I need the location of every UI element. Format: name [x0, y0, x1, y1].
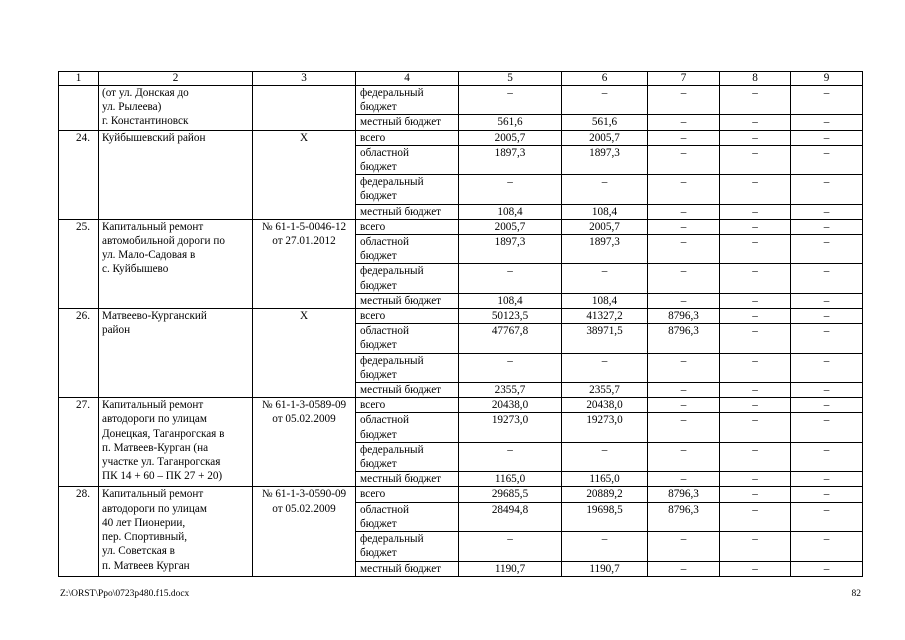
funding-source-line: федеральный	[360, 533, 424, 546]
amount-cell: –	[459, 532, 562, 561]
amount-cell: –	[648, 264, 720, 293]
funding-source	[356, 383, 459, 398]
amount-cell: 1897,3	[562, 145, 648, 174]
object-name	[99, 487, 253, 576]
amount-cell: 1897,3	[459, 145, 562, 174]
item-number: 26.	[59, 309, 99, 398]
funding-source-line: федеральный	[360, 176, 424, 189]
funding-source-line: местный бюджет	[360, 294, 442, 307]
amount-cell: –	[459, 175, 562, 204]
amount-cell: –	[720, 398, 791, 413]
object-name-line: ул. Мало-Садовая в	[102, 249, 196, 262]
amount-cell: –	[720, 264, 791, 293]
amount-cell: –	[720, 383, 791, 398]
amount-cell: –	[791, 130, 863, 145]
expertise-document	[253, 309, 356, 398]
object-name-line: 40 лет Пионерии,	[102, 516, 186, 529]
funding-source-line: областной	[360, 325, 409, 338]
funding-source	[356, 175, 459, 204]
funding-source-line: местный бюджет	[360, 473, 442, 486]
amount-cell: 2005,7	[459, 130, 562, 145]
funding-source	[356, 235, 459, 264]
funding-source	[356, 472, 459, 487]
amount-cell: –	[720, 235, 791, 264]
funding-source-line: федеральный	[360, 265, 424, 278]
amount-cell: –	[648, 175, 720, 204]
item-number: 28.	[59, 487, 99, 576]
amount-cell: 1190,7	[562, 561, 648, 576]
amount-cell: 2005,7	[459, 219, 562, 234]
funding-source-line: бюджет	[360, 190, 397, 203]
amount-cell: –	[791, 472, 863, 487]
amount-cell: –	[791, 502, 863, 531]
amount-cell: –	[459, 353, 562, 382]
amount-cell: –	[720, 115, 791, 130]
amount-cell: –	[791, 175, 863, 204]
column-number: 5	[459, 72, 562, 86]
amount-cell: 19273,0	[562, 413, 648, 442]
funding-source-line: всего	[360, 131, 386, 144]
funding-source-line: всего	[360, 399, 386, 412]
amount-cell: –	[648, 235, 720, 264]
funding-source-line: местный бюджет	[360, 562, 442, 575]
item-number: 25.	[59, 219, 99, 308]
funding-source-line: местный бюджет	[360, 116, 442, 129]
column-number: 8	[720, 72, 791, 86]
object-name-line: ул. Советская в	[102, 545, 175, 558]
amount-cell: –	[720, 561, 791, 576]
amount-cell: –	[791, 532, 863, 561]
object-name-line: автодороги по улицам	[102, 413, 207, 426]
amount-cell: –	[720, 145, 791, 174]
amount-cell: –	[562, 264, 648, 293]
amount-cell: –	[720, 532, 791, 561]
object-name	[99, 219, 253, 308]
funding-source	[356, 487, 459, 502]
amount-cell: –	[648, 204, 720, 219]
amount-cell: –	[648, 561, 720, 576]
amount-cell: –	[648, 115, 720, 130]
funding-source	[356, 309, 459, 324]
object-name-line: автодороги по улицам	[102, 502, 207, 515]
amount-cell: 28494,8	[459, 502, 562, 531]
amount-cell: –	[791, 324, 863, 353]
funding-source	[356, 86, 459, 115]
amount-cell: 108,4	[562, 293, 648, 308]
object-name-line: Куйбышевский район	[102, 131, 206, 144]
amount-cell: –	[459, 86, 562, 115]
funding-source-line: областной	[360, 503, 409, 516]
amount-cell: 1165,0	[459, 472, 562, 487]
document-line: № 61-1-3-0589-09	[261, 399, 347, 412]
amount-cell: 108,4	[562, 204, 648, 219]
amount-cell: –	[791, 204, 863, 219]
object-name-line: ул. Рылеева)	[102, 101, 162, 114]
amount-cell: –	[791, 398, 863, 413]
amount-cell: –	[459, 264, 562, 293]
amount-cell: 108,4	[459, 293, 562, 308]
amount-cell: –	[648, 353, 720, 382]
amount-cell: 20438,0	[562, 398, 648, 413]
amount-cell: 1897,3	[459, 235, 562, 264]
funding-source-line: бюджет	[360, 368, 397, 381]
amount-cell: –	[648, 145, 720, 174]
funding-source	[356, 532, 459, 561]
funding-source	[356, 502, 459, 531]
amount-cell: –	[720, 353, 791, 382]
amount-cell: 2005,7	[562, 219, 648, 234]
amount-cell: –	[648, 293, 720, 308]
amount-cell: –	[562, 442, 648, 471]
object-name-line: пер. Спортивный,	[102, 531, 188, 544]
item-number	[59, 86, 99, 131]
amount-cell: –	[791, 383, 863, 398]
document-line: № 61-1-3-0590-09	[261, 488, 347, 501]
amount-cell: 8796,3	[648, 487, 720, 502]
amount-cell: –	[720, 442, 791, 471]
funding-source-line: всего	[360, 220, 386, 233]
amount-cell: –	[791, 487, 863, 502]
object-name-line: г. Константиновск	[102, 115, 189, 128]
amount-cell: –	[791, 219, 863, 234]
funding-source	[356, 324, 459, 353]
amount-cell: –	[648, 532, 720, 561]
object-name-line: Капитальный ремонт	[102, 399, 204, 412]
amount-cell: –	[791, 561, 863, 576]
amount-cell: –	[791, 442, 863, 471]
amount-cell: 20889,2	[562, 487, 648, 502]
amount-cell: 20438,0	[459, 398, 562, 413]
object-name-line: п. Матвеев Курган	[102, 559, 190, 572]
object-name	[99, 398, 253, 487]
amount-cell: –	[648, 219, 720, 234]
amount-cell: –	[791, 115, 863, 130]
funding-source-line: бюджет	[360, 428, 397, 441]
funding-source-line: местный бюджет	[360, 205, 442, 218]
object-name-line: ПК 14 + 60 – ПК 27 + 20)	[102, 470, 223, 483]
amount-cell: 50123,5	[459, 309, 562, 324]
document-line: Х	[299, 310, 309, 323]
column-number: 6	[562, 72, 648, 86]
amount-cell: –	[720, 86, 791, 115]
funding-source-line: областной	[360, 236, 409, 249]
funding-source	[356, 204, 459, 219]
expertise-document	[253, 86, 356, 131]
funding-source-line: всего	[360, 488, 386, 501]
funding-source-line: всего	[360, 310, 386, 323]
object-name-line: п. Матвеев-Курган (на	[102, 441, 209, 454]
amount-cell: 8796,3	[648, 502, 720, 531]
object-name-line: Матвеево-Курганский	[102, 310, 207, 323]
amount-cell: –	[791, 86, 863, 115]
funding-source	[356, 353, 459, 382]
amount-cell: –	[562, 353, 648, 382]
funding-source	[356, 145, 459, 174]
amount-cell: –	[720, 175, 791, 204]
funding-source-line: бюджет	[360, 458, 397, 471]
amount-cell: 1190,7	[459, 561, 562, 576]
amount-cell: 19273,0	[459, 413, 562, 442]
amount-cell: –	[791, 293, 863, 308]
amount-cell: 2355,7	[459, 383, 562, 398]
amount-cell: –	[648, 398, 720, 413]
amount-cell: –	[562, 532, 648, 561]
document-line: от 05.02.2009	[272, 502, 336, 515]
funding-source-line: бюджет	[360, 161, 397, 174]
object-name-line: Донецкая, Таганрогская в	[102, 427, 225, 440]
amount-cell: 561,6	[562, 115, 648, 130]
amount-cell: –	[720, 324, 791, 353]
amount-cell: –	[648, 442, 720, 471]
amount-cell: –	[648, 472, 720, 487]
object-name-line: район	[102, 324, 131, 337]
funding-source	[356, 115, 459, 130]
column-number: 9	[791, 72, 863, 86]
funding-source	[356, 264, 459, 293]
amount-cell: 47767,8	[459, 324, 562, 353]
amount-cell: –	[791, 353, 863, 382]
budget-table	[58, 71, 863, 577]
column-number: 7	[648, 72, 720, 86]
expertise-document	[253, 130, 356, 219]
table-row	[59, 130, 863, 145]
table-row	[59, 309, 863, 324]
document-line: № 61-1-5-0046-12	[261, 220, 347, 233]
funding-source	[356, 413, 459, 442]
item-number: 24.	[59, 130, 99, 219]
funding-source-line: бюджет	[360, 101, 397, 114]
table-row	[59, 86, 863, 115]
page-number: 82	[851, 589, 861, 599]
amount-cell: 561,6	[459, 115, 562, 130]
funding-source	[356, 561, 459, 576]
amount-cell: –	[648, 86, 720, 115]
object-name-line: Капитальный ремонт	[102, 488, 204, 501]
funding-source	[356, 130, 459, 145]
table-row	[59, 487, 863, 502]
amount-cell: –	[648, 383, 720, 398]
amount-cell: 2355,7	[562, 383, 648, 398]
document-line: от 05.02.2009	[272, 413, 336, 426]
column-number-row	[59, 72, 863, 86]
amount-cell: 1897,3	[562, 235, 648, 264]
column-number: 1	[59, 72, 99, 86]
item-number: 27.	[59, 398, 99, 487]
funding-source-line: областной	[360, 414, 409, 427]
document-line: Х	[299, 131, 309, 144]
object-name-line: с. Куйбышево	[102, 263, 169, 276]
column-number: 4	[356, 72, 459, 86]
amount-cell: 19698,5	[562, 502, 648, 531]
funding-source-line: федеральный	[360, 87, 424, 99]
table-row	[59, 219, 863, 234]
amount-cell: –	[720, 472, 791, 487]
expertise-document	[253, 487, 356, 576]
amount-cell: –	[720, 487, 791, 502]
funding-source-line: федеральный	[360, 443, 424, 456]
amount-cell: –	[720, 130, 791, 145]
file-path-footer: Z:\ORST\Ppo\0723p480.f15.docx	[60, 589, 190, 599]
table-row	[59, 398, 863, 413]
amount-cell: –	[720, 413, 791, 442]
amount-cell: –	[459, 442, 562, 471]
object-name	[99, 309, 253, 398]
amount-cell: –	[720, 219, 791, 234]
object-name	[99, 130, 253, 219]
expertise-document	[253, 219, 356, 308]
amount-cell: 29685,5	[459, 487, 562, 502]
amount-cell: –	[648, 130, 720, 145]
funding-source-line: федеральный	[360, 354, 424, 367]
amount-cell: –	[791, 235, 863, 264]
amount-cell: –	[648, 413, 720, 442]
object-name-line: участке ул. Таганрогская	[102, 456, 221, 469]
expertise-document	[253, 398, 356, 487]
funding-source-line: бюджет	[360, 250, 397, 263]
funding-source	[356, 219, 459, 234]
funding-source-line: областной	[360, 146, 409, 159]
amount-cell: 38971,5	[562, 324, 648, 353]
object-name-line: автомобильной дороги по	[102, 235, 225, 248]
object-name-line: Капитальный ремонт	[102, 220, 204, 233]
object-name	[99, 86, 253, 131]
amount-cell: –	[720, 309, 791, 324]
amount-cell: –	[720, 293, 791, 308]
amount-cell: –	[562, 86, 648, 115]
amount-cell: 8796,3	[648, 324, 720, 353]
amount-cell: –	[720, 502, 791, 531]
table-body	[59, 72, 863, 577]
amount-cell: –	[791, 309, 863, 324]
funding-source	[356, 398, 459, 413]
amount-cell: –	[791, 264, 863, 293]
amount-cell: 1165,0	[562, 472, 648, 487]
funding-source-line: бюджет	[360, 517, 397, 530]
column-number: 3	[253, 72, 356, 86]
funding-source-line: бюджет	[360, 547, 397, 560]
amount-cell: –	[562, 175, 648, 204]
funding-source	[356, 293, 459, 308]
funding-source	[356, 442, 459, 471]
amount-cell: 41327,2	[562, 309, 648, 324]
funding-source-line: бюджет	[360, 279, 397, 292]
column-number: 2	[99, 72, 253, 86]
amount-cell: 108,4	[459, 204, 562, 219]
amount-cell: 2005,7	[562, 130, 648, 145]
amount-cell: –	[791, 413, 863, 442]
document-line: от 27.01.2012	[272, 235, 336, 248]
amount-cell: –	[720, 204, 791, 219]
funding-source-line: бюджет	[360, 339, 397, 352]
amount-cell: 8796,3	[648, 309, 720, 324]
funding-source-line: местный бюджет	[360, 384, 442, 397]
amount-cell: –	[791, 145, 863, 174]
object-name-line: (от ул. Донская до	[102, 87, 189, 99]
